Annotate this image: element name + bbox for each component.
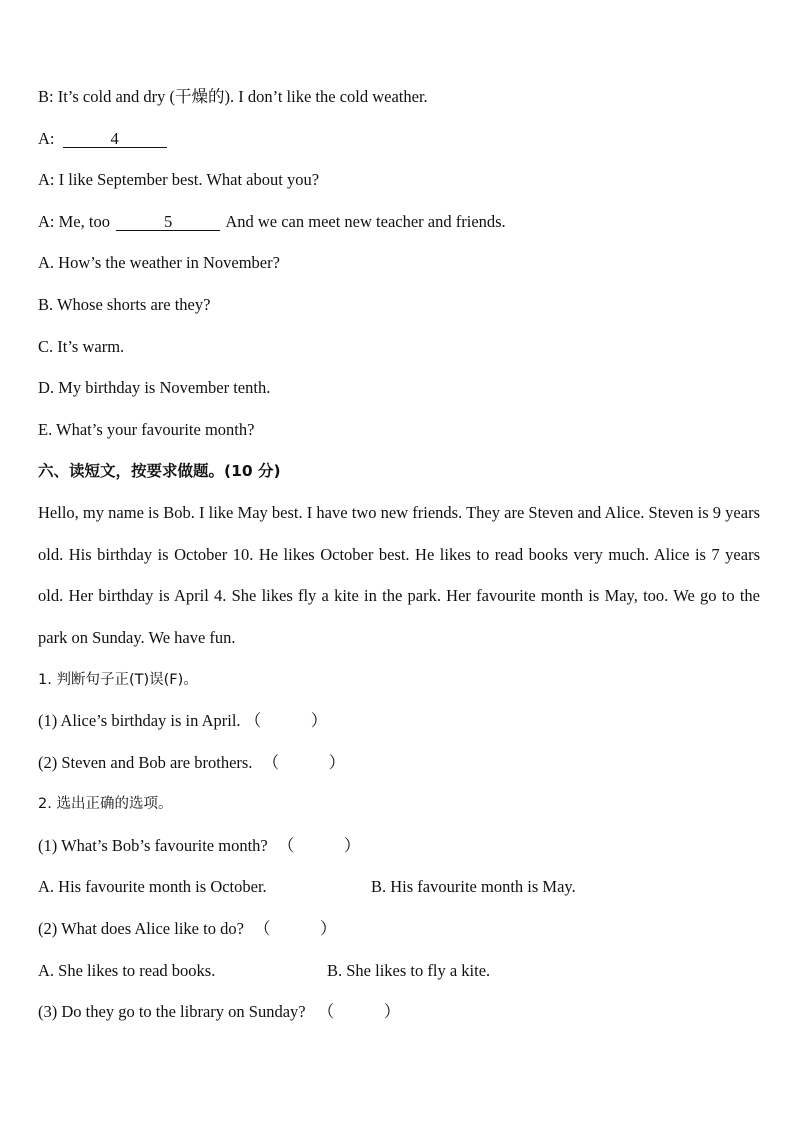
answer-paren: （ ）	[254, 919, 337, 938]
tf-question-1	[38, 711, 327, 731]
section-6-heading: 六、读短文，按要求做题。(10 分)	[38, 462, 281, 480]
answer-paren: （ ）	[317, 1002, 401, 1021]
option-e: E. What’s your favourite month?	[38, 420, 255, 439]
dialogue-a-blank-5-prefix: A: Me, too	[38, 212, 110, 231]
choice-question-3-text: (3) Do they go to the library on Sunday?	[38, 1002, 306, 1021]
choice-question-3	[38, 1002, 400, 1022]
reading-passage: Hello, my name is Bob. I like May best. I have two new friends. They are Steven and Alice. Steven is 9 years old. His birthday is October 10. He likes October best. He likes to read books very much. Alice is 7 years old. Her birthday is April 4. She likes fly a kite in the park. Her favourite month is May, too. We go to the park on Sunday. We have fun.	[38, 503, 760, 647]
tf-question-2	[38, 753, 345, 773]
option-c: C. It’s warm.	[38, 337, 125, 356]
option-a: A. How’s the weather in November?	[38, 253, 280, 272]
part-1-title: 1. 判断句子正(T)误(F)。	[38, 672, 198, 688]
speaker-a-label: A:	[38, 129, 55, 148]
tf-question-2-text: (2) Steven and Bob are brothers.	[38, 753, 253, 772]
dialogue-b-line: B: It’s cold and dry (干燥的). I don’t like the cold weather.	[38, 87, 428, 106]
choice-question-1	[38, 836, 360, 856]
answer-paren: （ ）	[262, 753, 346, 772]
choice-question-1-option-a: A. His favourite month is October.	[38, 877, 267, 896]
tf-question-1-text: (1) Alice’s birthday is in April.	[38, 711, 241, 730]
dialogue-a-blank-5	[38, 212, 506, 232]
choice-question-2-option-a: A. She likes to read books.	[38, 961, 216, 980]
choice-question-2-text: (2) What does Alice like to do?	[38, 919, 244, 938]
choice-question-1-option-b: B. His favourite month is May.	[371, 877, 576, 896]
option-d: D. My birthday is November tenth.	[38, 378, 271, 397]
option-b: B. Whose shorts are they?	[38, 295, 211, 314]
part-2-title: 2. 选出正确的选项。	[38, 796, 173, 812]
choice-question-1-text: (1) What’s Bob’s favourite month?	[38, 836, 268, 855]
answer-blank-4: 4	[63, 131, 167, 148]
answer-blank-5: 5	[116, 214, 220, 231]
choice-question-2	[38, 919, 337, 939]
dialogue-a-blank-5-suffix: And we can meet new teacher and friends.	[225, 212, 506, 231]
answer-paren: （ ）	[244, 711, 328, 730]
dialogue-a-line: A: I like September best. What about you?	[38, 170, 320, 189]
choice-question-2-option-b: B. She likes to fly a kite.	[327, 961, 491, 980]
dialogue-a-blank-4	[38, 129, 167, 149]
answer-paren: （ ）	[277, 836, 361, 855]
